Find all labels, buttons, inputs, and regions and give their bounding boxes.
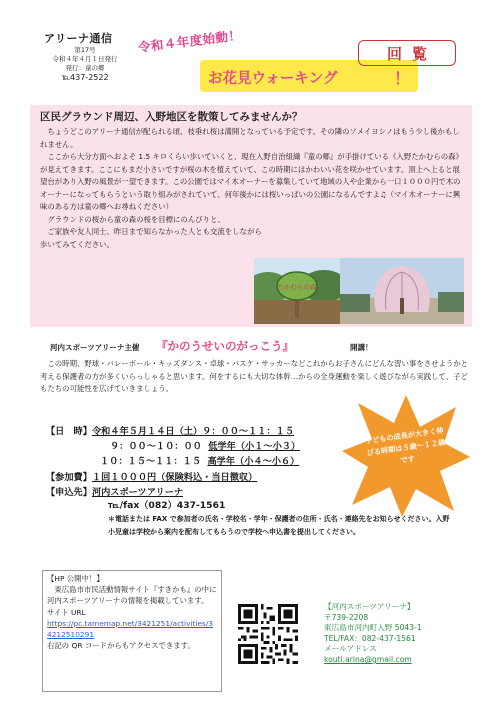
date-label: 【日 時】 xyxy=(46,426,92,437)
hp-description: 東広島市市民活動情報サイト『すきかも』の中に河内スポーツアリーナの情報を掲載しています。 xyxy=(47,585,217,606)
launch-tag: 令和４年度始動！ xyxy=(137,27,243,55)
publisher: 発行：童の郷 xyxy=(65,64,105,72)
forest-sign-photo xyxy=(254,258,340,324)
slot1-time: ９：００～１０：００ xyxy=(110,441,202,452)
forest-sign-text: たかむらの森 xyxy=(277,283,317,291)
apply-value: 河内スポーツアリーナ xyxy=(91,487,184,498)
apply-row xyxy=(46,486,183,500)
program-description: この時期、野球・バレーボール・キッズダンス・卓球・バスケ・サッカーなどこれからお子さんにどんな習い事をさせようかと考える保護者の方が多くいらっしゃると思います。何をするにも大切な体幹…からの全身運動を楽しく遊びながら実践して、子どもたちの可能性を広げていきましょう。 xyxy=(40,359,469,393)
intro-paragraph: ちょうどこのアリーナ通信が配られる頃、枝垂れ桜は満開となっている予定です。その隣のソメイヨシノはもう少し後かもしれません。 xyxy=(40,127,460,149)
fee-row xyxy=(46,471,257,485)
weeping-cherry-photo xyxy=(340,258,464,324)
contact-name: 【河内スポーツアリーナ】 xyxy=(324,602,415,611)
contact-telfax: TEL/FAX：082-437-1561 xyxy=(324,633,416,643)
apply-phone: ℡/fax（082）437-1561 xyxy=(108,500,226,511)
fee-value: １回１０００円（保険料込・当日徴収） xyxy=(91,472,258,483)
intro-paragraph: グラウンドの桜から童の森の桜を目標にのんびりと、 xyxy=(47,214,225,224)
program-name: 『かのうせいのがっこう』 xyxy=(156,339,294,353)
fee-label: 【参加費】 xyxy=(46,472,92,483)
newsletter-title: アリーナ通信 xyxy=(44,32,113,45)
intro-heading: 区民グラウンド周辺、入野地区を散策してみませんか？ xyxy=(40,111,303,123)
issue-date: 令和４年４月１日発行 xyxy=(52,55,118,63)
issue-number: 第17号 xyxy=(74,46,96,54)
event-title-exclamation: ！ xyxy=(394,69,411,88)
hp-info xyxy=(47,573,217,651)
hp-heading: 【HP 公開中！】 xyxy=(47,574,104,583)
program-host: 河内スポーツアリーナ主催 xyxy=(50,343,140,352)
intro-paragraph: ここから大分方面へおよそ 1.5 キロくらい歩いていくと、現在入野自治組織『童の郷』が手掛けている《入野たかむらの森》が見えてきます。ここにもまだ小さいですが桜の木を植えていて、この時期にはかわいい花を咲かせています。頂上へ上ると展望台があり入野の風景が一望できます。この公園ではマイ木オーナーを募集していて地域の人や企業から一口１０００円で木のオーナーになってもらうという取り組みがされていて、何年後かには桜いっぱいの公園になるんですよ♫（マイ木オーナーに興味のある方は童の郷へお尋ねください） xyxy=(40,152,461,211)
contact-mail-label: メールアドレス xyxy=(324,644,377,654)
event-title: お花見ウォーキング xyxy=(208,71,338,87)
slot1-grade: 低学年（小１～小３） xyxy=(208,441,301,452)
slot2-grade: 高学年（小４～小６） xyxy=(207,456,300,467)
hp-qr-note: 右記の QR コードからもアクセスできます。 xyxy=(47,641,195,651)
contact-info xyxy=(324,602,422,666)
date-value: 令和４年５月１４日（土）９：００～１１：１５ xyxy=(91,426,295,437)
slot2-time: １０：１５～１１：１５ xyxy=(100,456,202,467)
schedule-slot-2 xyxy=(100,455,299,469)
schedule-date-row xyxy=(46,425,294,439)
publisher-phone: ℡437-2522 xyxy=(61,73,109,82)
application-note: ＊電話または FAX で参加者の氏名・学校名・学年・保護者の住所・氏名・連絡先をお知らせください。入野小児童は学校から案内を配布してもらうので学校へ申込書を提出してください。 xyxy=(108,515,450,536)
program-opening: 開講！ xyxy=(350,343,373,352)
circulation-stamp: 回覧 xyxy=(358,40,456,66)
contact-address: 東広島市河内町入野 5043-1 xyxy=(324,623,422,633)
intro-body xyxy=(40,126,462,251)
intro-paragraph: ご家族や友人同士、昨日まで知らなかった人とも交流をしながら歩いてみてください。 xyxy=(40,227,262,249)
apply-label: 【申込先】 xyxy=(46,487,92,498)
contact-postal: 〒739-2208 xyxy=(324,612,369,622)
hp-url-label: サイト URL xyxy=(47,607,86,617)
starburst-text: 子どもの成長が大きく伸びる時期は５歳～１２歳です xyxy=(364,425,446,465)
contact-email[interactable]: kouti.arina@gmail.com xyxy=(324,654,412,664)
qr-code[interactable] xyxy=(238,604,298,664)
hp-url-link[interactable]: https://pc.tamemap.net/3421251/activities/34212510291 xyxy=(47,618,214,640)
schedule-slot-1 xyxy=(110,440,300,454)
